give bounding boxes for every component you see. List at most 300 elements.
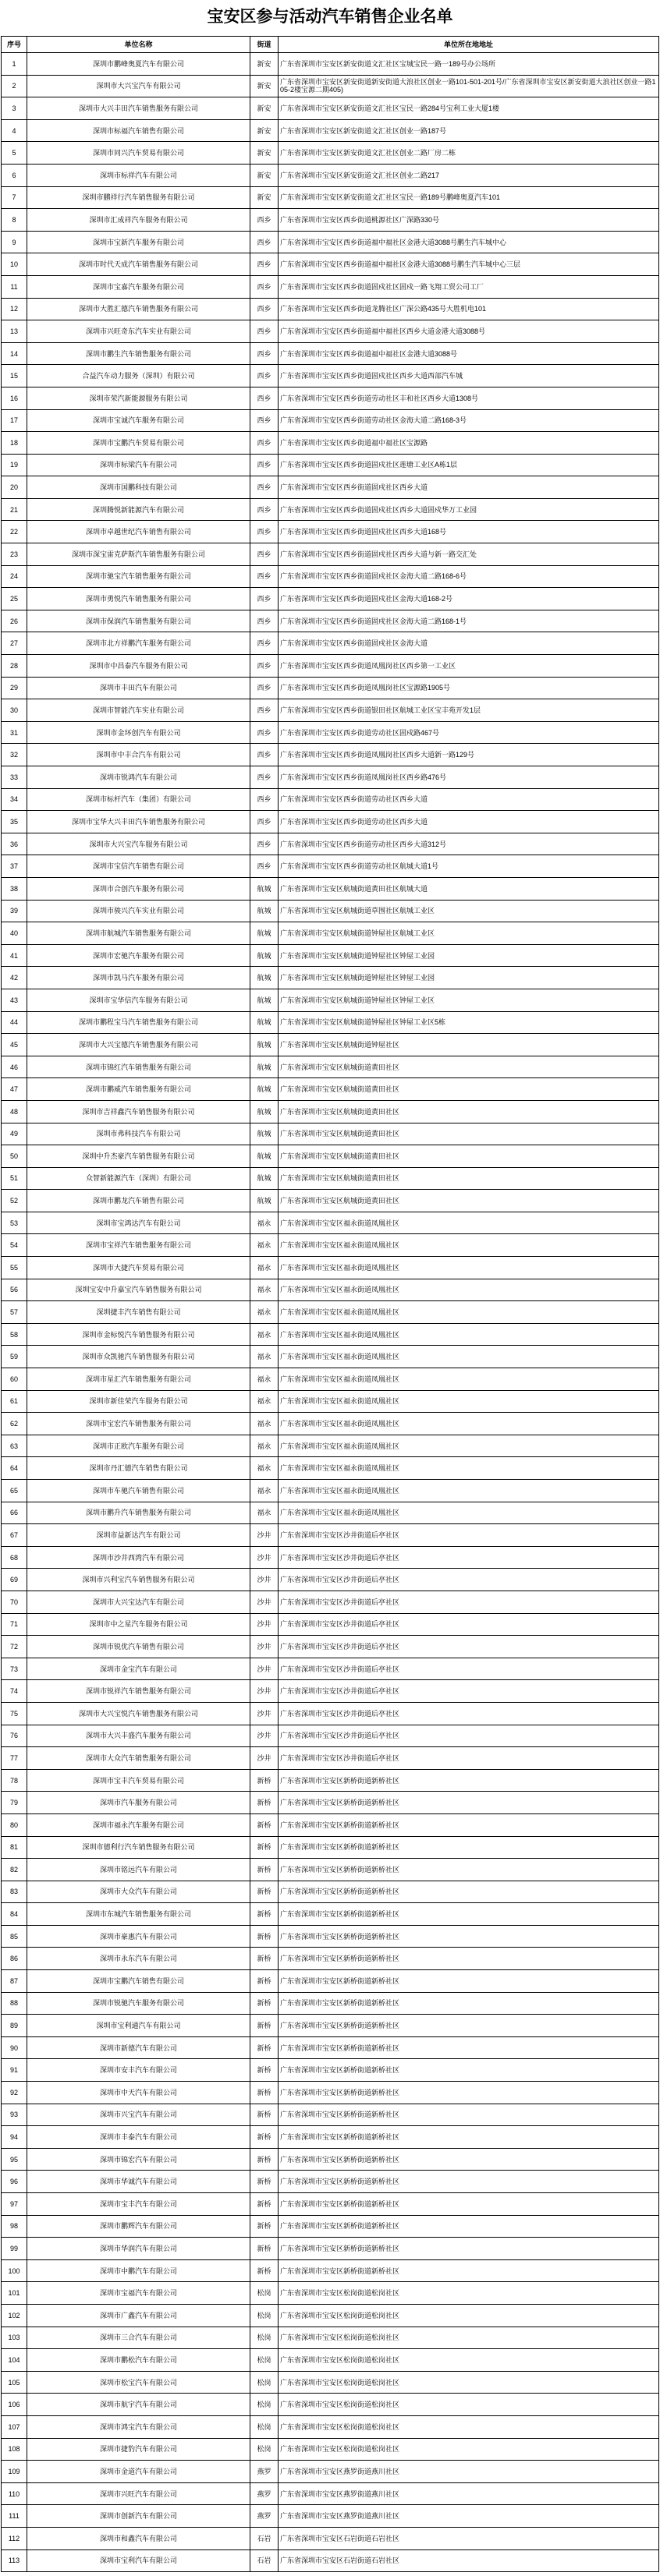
cell-address: 广东省深圳市宝安区松岗街道松岗社区	[279, 2438, 659, 2461]
cell-index: 23	[2, 543, 27, 566]
cell-street: 西乡	[250, 454, 279, 476]
header-street: 街道	[250, 37, 279, 53]
cell-index: 103	[2, 2327, 27, 2349]
cell-index: 64	[2, 1457, 27, 1480]
cell-index: 83	[2, 1881, 27, 1903]
cell-company-name: 深圳中升杰豪汽车销售服务有限公司	[27, 1145, 250, 1168]
cell-address: 广东省深圳市宝安区松岗街道松岗社区	[279, 2394, 659, 2416]
table-row	[2, 275, 659, 298]
cell-company-name: 深圳市丰田汽车有限公司	[27, 677, 250, 699]
cell-company-name: 深圳市保润汽车销售服务有限公司	[27, 610, 250, 632]
cell-address: 广东省深圳市宝安区新安街道文汇社区宝城宝民一路一189号办公场所	[279, 53, 659, 76]
cell-address: 广东省深圳市宝安区沙井街道后亭社区	[279, 1658, 659, 1680]
cell-address: 广东省深圳市宝安区沙井街道后亭社区	[279, 1569, 659, 1591]
cell-company-name: 合益汽车动力服务（深圳）有限公司	[27, 365, 250, 387]
table-row	[2, 142, 659, 165]
table-row	[2, 365, 659, 387]
cell-street: 新桥	[250, 2171, 279, 2193]
cell-company-name: 深圳市金道汽车有限公司	[27, 2461, 250, 2483]
cell-street: 航城	[250, 944, 279, 967]
cell-address: 广东省深圳市宝安区福永街道凤凰社区	[279, 1390, 659, 1413]
cell-address: 广东省深圳市宝安区松岗街道松岗社区	[279, 2327, 659, 2349]
cell-index: 61	[2, 1390, 27, 1413]
cell-street: 新桥	[250, 2259, 279, 2282]
cell-address: 广东省深圳市宝安区西乡街道劳动社区西乡大道312号	[279, 833, 659, 855]
cell-street: 西乡	[250, 721, 279, 744]
table-row	[2, 1279, 659, 1301]
table-row	[2, 766, 659, 789]
cell-index: 94	[2, 2126, 27, 2149]
cell-address: 广东省深圳市宝安区西乡街道劳动社区金海大道二路168-3号	[279, 409, 659, 432]
cell-index: 1	[2, 53, 27, 76]
cell-address: 广东省深圳市宝安区沙井街道后亭社区	[279, 1702, 659, 1725]
table-row	[2, 2036, 659, 2059]
cell-index: 109	[2, 2461, 27, 2483]
cell-index: 112	[2, 2527, 27, 2549]
cell-address: 广东省深圳市宝安区西乡街道固戍社区西乡大道固戍华万工业园	[279, 498, 659, 521]
cell-street: 燕罗	[250, 2461, 279, 2483]
cell-company-name: 深圳市宝福汽车有限公司	[27, 2282, 250, 2305]
cell-index: 80	[2, 1813, 27, 1836]
cell-street: 福永	[250, 1413, 279, 1435]
cell-address: 广东省深圳市宝安区松岗街道松岗社区	[279, 2304, 659, 2327]
cell-company-name: 深圳市锦红汽车销售服务有限公司	[27, 1056, 250, 1078]
cell-address: 广东省深圳市宝安区西乡街道固戍社区固戍一路飞翔工贸公司工厂	[279, 275, 659, 298]
cell-address: 广东省深圳市宝安区福永街道凤凰社区	[279, 1234, 659, 1257]
cell-address: 广东省深圳市宝安区松岗街道松岗社区	[279, 2371, 659, 2394]
cell-company-name: 深圳市大兴宝悦汽车销售服务有限公司	[27, 1702, 250, 1725]
cell-street: 福永	[250, 1457, 279, 1480]
cell-index: 29	[2, 677, 27, 699]
table-row	[2, 119, 659, 142]
cell-index: 49	[2, 1123, 27, 1145]
cell-street: 松岗	[250, 2371, 279, 2394]
table-row	[2, 1569, 659, 1591]
table-row	[2, 2082, 659, 2104]
cell-street: 松岗	[250, 2304, 279, 2327]
table-row	[2, 2059, 659, 2082]
cell-company-name: 深圳市德利行汽车销售服务有限公司	[27, 1836, 250, 1859]
cell-index: 30	[2, 699, 27, 722]
cell-index: 81	[2, 1836, 27, 1859]
cell-index: 14	[2, 342, 27, 365]
cell-address: 广东省深圳市宝安区西乡街道福中福社区宝源路	[279, 432, 659, 455]
cell-company-name: 深圳市益新达汽车有限公司	[27, 1524, 250, 1547]
cell-address: 广东省深圳市宝安区福永街道凤凰社区	[279, 1257, 659, 1279]
cell-street: 新桥	[250, 1925, 279, 1948]
cell-index: 37	[2, 855, 27, 878]
table-row	[2, 877, 659, 900]
cell-company-name: 深圳市宝信汽车销售有限公司	[27, 855, 250, 878]
cell-street: 沙井	[250, 1524, 279, 1547]
cell-index: 17	[2, 409, 27, 432]
table-row	[2, 1813, 659, 1836]
cell-index: 12	[2, 298, 27, 320]
cell-street: 沙井	[250, 1680, 279, 1703]
cell-company-name: 深圳市星汇汽车销售服务有限公司	[27, 1368, 250, 1391]
table-row	[2, 342, 659, 365]
table-row	[2, 1524, 659, 1547]
cell-street: 沙井	[250, 1658, 279, 1680]
cell-index: 53	[2, 1212, 27, 1234]
cell-street: 福永	[250, 1368, 279, 1391]
cell-company-name: 深圳市华诚汽车有限公司	[27, 2171, 250, 2193]
table-row	[2, 811, 659, 833]
table-row	[2, 1747, 659, 1770]
table-row	[2, 164, 659, 186]
cell-street: 新桥	[250, 2148, 279, 2171]
cell-street: 松岗	[250, 2415, 279, 2438]
cell-company-name: 深圳市鹏生汽车销售服务有限公司	[27, 342, 250, 365]
cell-index: 86	[2, 1948, 27, 1970]
table-row	[2, 1836, 659, 1859]
cell-address: 广东省深圳市宝安区西乡街道固戍社区西乡大道西部汽车城	[279, 365, 659, 387]
cell-index: 20	[2, 476, 27, 499]
cell-index: 78	[2, 1769, 27, 1792]
cell-address: 广东省深圳市宝安区新桥街道新桥社区	[279, 1836, 659, 1859]
cell-company-name: 深圳市三合汽车有限公司	[27, 2327, 250, 2349]
cell-index: 99	[2, 2238, 27, 2260]
cell-company-name: 深圳市宝宏汽车销售服务有限公司	[27, 1413, 250, 1435]
cell-address: 广东省深圳市宝安区沙井街道后亭社区	[279, 1546, 659, 1569]
cell-company-name: 深圳捷丰汽车销售有限公司	[27, 1301, 250, 1324]
cell-index: 58	[2, 1323, 27, 1346]
table-row	[2, 1792, 659, 1814]
cell-address: 广东省深圳市宝安区航城街道黄田社区	[279, 1100, 659, 1123]
cell-street: 西乡	[250, 543, 279, 566]
cell-index: 42	[2, 967, 27, 989]
cell-address: 广东省深圳市宝安区新安街道文汇社区创业一路187号	[279, 119, 659, 142]
table-row	[2, 476, 659, 499]
cell-street: 西乡	[250, 432, 279, 455]
cell-index: 19	[2, 454, 27, 476]
cell-address: 广东省深圳市宝安区西乡街道劳动社区航城大道1号	[279, 855, 659, 878]
cell-street: 沙井	[250, 1702, 279, 1725]
cell-address: 广东省深圳市宝安区新桥街道新桥社区	[279, 2082, 659, 2104]
cell-company-name: 深圳市广鑫汽车有限公司	[27, 2304, 250, 2327]
cell-street: 沙井	[250, 1546, 279, 1569]
cell-street: 西乡	[250, 521, 279, 543]
table-row	[2, 1056, 659, 1078]
table-row	[2, 2015, 659, 2037]
table-row	[2, 2148, 659, 2171]
cell-company-name: 深圳市中鹏汽车有限公司	[27, 2259, 250, 2282]
table-row	[2, 253, 659, 276]
table-row	[2, 744, 659, 766]
table-row	[2, 1078, 659, 1101]
cell-street: 西乡	[250, 320, 279, 343]
cell-address: 广东省深圳市宝安区西乡街道固戍社区金海大道二路168-6号	[279, 565, 659, 588]
cell-company-name: 深圳市航城汽车销售服务有限公司	[27, 922, 250, 945]
table-row	[2, 2327, 659, 2349]
table-row	[2, 2349, 659, 2372]
cell-street: 新桥	[250, 1769, 279, 1792]
table-row	[2, 1034, 659, 1056]
cell-index: 106	[2, 2394, 27, 2416]
cell-address: 广东省深圳市宝安区航城街道草围社区航城工业区	[279, 900, 659, 922]
table-row	[2, 387, 659, 409]
cell-company-name: 深圳市宝鸿达汽车有限公司	[27, 1212, 250, 1234]
cell-index: 48	[2, 1100, 27, 1123]
table-row	[2, 967, 659, 989]
cell-street: 石岩	[250, 2549, 279, 2572]
cell-company-name: 深圳市铭远汽车有限公司	[27, 1859, 250, 1881]
cell-street: 福永	[250, 1279, 279, 1301]
table-row	[2, 1323, 659, 1346]
table-row	[2, 2415, 659, 2438]
cell-company-name: 众智新能源汽车（深圳）有限公司	[27, 1167, 250, 1190]
cell-street: 新桥	[250, 2215, 279, 2238]
cell-index: 73	[2, 1658, 27, 1680]
cell-street: 航城	[250, 1034, 279, 1056]
cell-address: 广东省深圳市宝安区沙井街道后亭社区	[279, 1747, 659, 1770]
cell-company-name: 深圳市大众汽车销售服务有限公司	[27, 1747, 250, 1770]
cell-street: 新桥	[250, 1948, 279, 1970]
table-row	[2, 53, 659, 76]
cell-address: 广东省深圳市宝安区福永街道凤凰社区	[279, 1279, 659, 1301]
cell-index: 88	[2, 1992, 27, 2015]
cell-street: 新桥	[250, 1992, 279, 2015]
cell-street: 松岗	[250, 2282, 279, 2305]
cell-index: 97	[2, 2193, 27, 2216]
cell-street: 航城	[250, 877, 279, 900]
table-row	[2, 2527, 659, 2549]
cell-street: 沙井	[250, 1747, 279, 1770]
cell-company-name: 深圳市时代天成汽车销售服务有限公司	[27, 253, 250, 276]
cell-company-name: 深圳腾悦新能源汽车有限公司	[27, 498, 250, 521]
cell-address: 广东省深圳市宝安区新桥街道新桥社区	[279, 1948, 659, 1970]
cell-index: 111	[2, 2505, 27, 2528]
cell-index: 102	[2, 2304, 27, 2327]
cell-index: 79	[2, 1792, 27, 1814]
cell-address: 广东省深圳市宝安区沙井街道后亭社区	[279, 1591, 659, 1613]
cell-address: 广东省深圳市宝安区沙井街道后亭社区	[279, 1636, 659, 1658]
table-row	[2, 521, 659, 543]
table-row	[2, 1301, 659, 1324]
cell-company-name: 深圳市兴利宝汽车销售服务有限公司	[27, 1569, 250, 1591]
cell-company-name: 深圳市鸿宝汽车有限公司	[27, 2415, 250, 2438]
cell-index: 70	[2, 1591, 27, 1613]
cell-company-name: 深圳市汽车服务有限公司	[27, 1792, 250, 1814]
cell-street: 石岩	[250, 2527, 279, 2549]
cell-address: 广东省深圳市宝安区新桥街道新桥社区	[279, 2126, 659, 2149]
cell-street: 福永	[250, 1480, 279, 1502]
table-row	[2, 1636, 659, 1658]
cell-company-name: 深圳市中丰合汽车有限公司	[27, 744, 250, 766]
cell-street: 新桥	[250, 1859, 279, 1881]
cell-address: 广东省深圳市宝安区新桥街道新桥社区	[279, 2259, 659, 2282]
table-row	[2, 855, 659, 878]
cell-street: 新桥	[250, 1903, 279, 1926]
cell-address: 广东省深圳市宝安区西乡街道固戍社区西乡大道168号	[279, 521, 659, 543]
cell-street: 西乡	[250, 655, 279, 678]
cell-street: 福永	[250, 1390, 279, 1413]
cell-street: 航城	[250, 989, 279, 1011]
cell-address: 广东省深圳市宝安区航城街道黄田社区	[279, 1190, 659, 1212]
cell-address: 广东省深圳市宝安区西乡街道龙腾社区广深公路435号大胜机电101	[279, 298, 659, 320]
cell-index: 52	[2, 1190, 27, 1212]
cell-address: 广东省深圳市宝安区航城街道黄田社区	[279, 1078, 659, 1101]
cell-street: 西乡	[250, 788, 279, 811]
cell-index: 27	[2, 632, 27, 655]
cell-street: 新桥	[250, 2238, 279, 2260]
cell-street: 西乡	[250, 610, 279, 632]
table-row	[2, 655, 659, 678]
header-company-name: 单位名称	[27, 37, 250, 53]
cell-company-name: 深圳市正欧汽车服务有限公司	[27, 1435, 250, 1457]
cell-index: 3	[2, 97, 27, 120]
cell-company-name: 深圳市宝鹏汽车销售有限公司	[27, 1970, 250, 1993]
cell-company-name: 深圳市和鑫汽车有限公司	[27, 2527, 250, 2549]
cell-street: 航城	[250, 1123, 279, 1145]
cell-index: 82	[2, 1859, 27, 1881]
cell-company-name: 深圳市标福汽车销售有限公司	[27, 119, 250, 142]
cell-address: 广东省深圳市宝安区福永街道凤凰社区	[279, 1346, 659, 1368]
cell-index: 2	[2, 75, 27, 97]
cell-company-name: 深圳市标杆汽车（集团）有限公司	[27, 788, 250, 811]
table-row	[2, 1925, 659, 1948]
table-row	[2, 1100, 659, 1123]
cell-index: 36	[2, 833, 27, 855]
cell-address: 广东省深圳市宝安区燕罗街道燕川社区	[279, 2505, 659, 2528]
cell-company-name: 深圳市新德汽车有限公司	[27, 2036, 250, 2059]
header-index: 序号	[2, 37, 27, 53]
cell-street: 新安	[250, 164, 279, 186]
cell-street: 西乡	[250, 476, 279, 499]
cell-index: 39	[2, 900, 27, 922]
cell-street: 松岗	[250, 2349, 279, 2372]
cell-street: 福永	[250, 1301, 279, 1324]
table-row	[2, 2438, 659, 2461]
cell-index: 87	[2, 1970, 27, 1993]
cell-company-name: 深圳市宝丰汽车贸易有限公司	[27, 1769, 250, 1792]
cell-address: 广东省深圳市宝安区航城街道黄田社区	[279, 1123, 659, 1145]
cell-address: 广东省深圳市宝安区福永街道凤凰社区	[279, 1323, 659, 1346]
table-row	[2, 409, 659, 432]
cell-index: 95	[2, 2148, 27, 2171]
cell-street: 福永	[250, 1234, 279, 1257]
cell-index: 72	[2, 1636, 27, 1658]
cell-index: 45	[2, 1034, 27, 1056]
cell-street: 福永	[250, 1257, 279, 1279]
cell-company-name: 深圳市宝丰汽车有限公司	[27, 2193, 250, 2216]
cell-index: 101	[2, 2282, 27, 2305]
cell-company-name: 深圳市深宝雷克萨斯汽车销售服务有限公司	[27, 543, 250, 566]
cell-address: 广东省深圳市宝安区西乡街道凤凰岗社区宝源路1905号	[279, 677, 659, 699]
cell-company-name: 深圳市北方祥鹏汽车服务有限公司	[27, 632, 250, 655]
table-row	[2, 1234, 659, 1257]
cell-street: 西乡	[250, 588, 279, 610]
table-row	[2, 75, 659, 97]
cell-street: 航城	[250, 900, 279, 922]
cell-address: 广东省深圳市宝安区西乡街道凤凰岗社区西乡大道新一路129号	[279, 744, 659, 766]
table-row	[2, 944, 659, 967]
cell-company-name: 深圳市东城汽车销售服务有限公司	[27, 1903, 250, 1926]
table-row	[2, 922, 659, 945]
cell-address: 广东省深圳市宝安区航城街道黄田社区航城大道	[279, 877, 659, 900]
cell-company-name: 深圳市鹏升汽车销售服务有限公司	[27, 1502, 250, 1524]
cell-address: 广东省深圳市宝安区西乡街道固戍社区西乡大道与新一路交汇处	[279, 543, 659, 566]
cell-street: 航城	[250, 1167, 279, 1190]
cell-index: 44	[2, 1011, 27, 1034]
cell-address: 广东省深圳市宝安区西乡街道固戍社区金海大道168-2号	[279, 588, 659, 610]
cell-company-name: 深圳市鹏峰奥夏汽车有限公司	[27, 53, 250, 76]
table-row	[2, 900, 659, 922]
cell-address: 广东省深圳市宝安区西乡街道桃源社区广深路330号	[279, 209, 659, 232]
cell-address: 广东省深圳市宝安区沙井街道后亭社区	[279, 1524, 659, 1547]
cell-address: 广东省深圳市宝安区航城街道钟屋社区钟屋工业园	[279, 967, 659, 989]
table-row	[2, 1948, 659, 1970]
cell-company-name: 深圳市兴宝汽车有限公司	[27, 2104, 250, 2126]
cell-company-name: 深圳市鹏祥行汽车销售服务有限公司	[27, 186, 250, 209]
cell-street: 航城	[250, 1056, 279, 1078]
cell-address: 广东省深圳市宝安区新安街道文汇社区创业二路217	[279, 164, 659, 186]
cell-address: 广东省深圳市宝安区新桥街道新桥社区	[279, 2015, 659, 2037]
cell-street: 松岗	[250, 2438, 279, 2461]
table-row	[2, 1435, 659, 1457]
table-row	[2, 1167, 659, 1190]
table-row	[2, 1725, 659, 1747]
cell-street: 西乡	[250, 744, 279, 766]
table-row	[2, 677, 659, 699]
cell-index: 21	[2, 498, 27, 521]
cell-company-name: 深圳市金标悦汽车销售服务有限公司	[27, 1323, 250, 1346]
cell-address: 广东省深圳市宝安区福永街道凤凰社区	[279, 1301, 659, 1324]
cell-index: 51	[2, 1167, 27, 1190]
cell-street: 新桥	[250, 2036, 279, 2059]
cell-street: 新桥	[250, 2126, 279, 2149]
cell-index: 50	[2, 1145, 27, 1168]
cell-index: 104	[2, 2349, 27, 2372]
cell-index: 5	[2, 142, 27, 165]
table-row	[2, 2505, 659, 2528]
cell-street: 新桥	[250, 2193, 279, 2216]
cell-company-name: 深圳市航宇汽车有限公司	[27, 2394, 250, 2416]
cell-street: 新桥	[250, 2082, 279, 2104]
cell-address: 广东省深圳市宝安区西乡街道福中福社区金港大道3088号鹏生汽车城中心	[279, 231, 659, 253]
cell-company-name: 深圳市鹏程宝马汽车销售服务有限公司	[27, 1011, 250, 1034]
cell-company-name: 深圳市中之星汽车服务有限公司	[27, 1613, 250, 1636]
cell-address: 广东省深圳市宝安区西乡街道固戍社区莲塘工业区A栋1层	[279, 454, 659, 476]
cell-address: 广东省深圳市宝安区西乡街道劳动社区西乡大道	[279, 811, 659, 833]
cell-index: 71	[2, 1613, 27, 1636]
cell-street: 福永	[250, 1502, 279, 1524]
cell-company-name: 深圳市吉祥鑫汽车销售服务有限公司	[27, 1100, 250, 1123]
cell-address: 广东省深圳市宝安区福永街道凤凰社区	[279, 1413, 659, 1435]
table-row	[2, 1457, 659, 1480]
cell-address: 广东省深圳市宝安区航城街道黄田社区	[279, 1145, 659, 1168]
cell-company-name: 深圳市弗科技汽车有限公司	[27, 1123, 250, 1145]
cell-company-name: 深圳市勇悦汽车销售服务有限公司	[27, 588, 250, 610]
table-row	[2, 2304, 659, 2327]
cell-company-name: 深圳市鹏威汽车销售服务有限公司	[27, 1078, 250, 1101]
cell-address: 广东省深圳市宝安区西乡街道凤凰岗社区西乡路476号	[279, 766, 659, 789]
cell-index: 93	[2, 2104, 27, 2126]
cell-street: 西乡	[250, 409, 279, 432]
cell-index: 16	[2, 387, 27, 409]
table-row	[2, 186, 659, 209]
cell-index: 28	[2, 655, 27, 678]
cell-company-name: 深圳市大兴宝汽车有限公司	[27, 75, 250, 97]
cell-address: 广东省深圳市宝安区石岩街道石岩社区	[279, 2527, 659, 2549]
table-row	[2, 1368, 659, 1391]
cell-company-name: 深圳市安丰汽车有限公司	[27, 2059, 250, 2082]
table-row	[2, 2104, 659, 2126]
cell-company-name: 深圳市宝嘉汽车服务有限公司	[27, 275, 250, 298]
cell-index: 62	[2, 1413, 27, 1435]
cell-company-name: 深圳市沙井西湾汽车有限公司	[27, 1546, 250, 1569]
cell-index: 105	[2, 2371, 27, 2394]
